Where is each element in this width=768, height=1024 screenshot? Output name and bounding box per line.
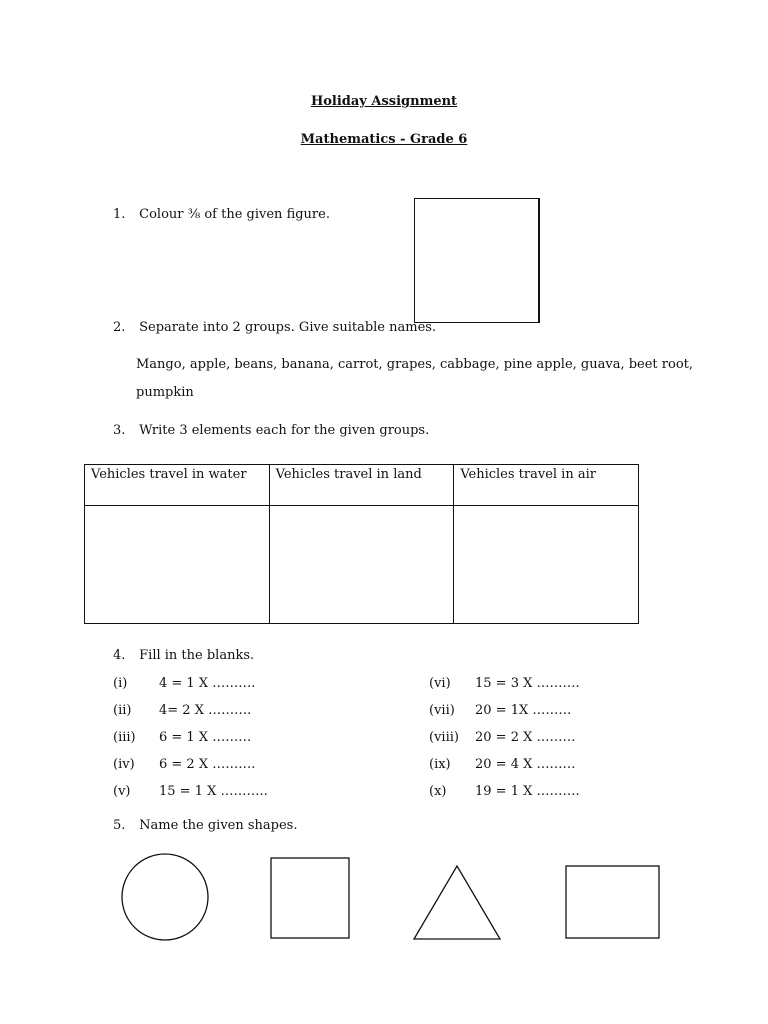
question-5-text: Name the given shapes.: [139, 818, 298, 833]
rectangle-icon: [565, 865, 662, 940]
fill-blank-item: [113, 703, 268, 730]
header-air: Vehicles travel in air: [454, 465, 639, 506]
fill-blank-label: (vii): [429, 703, 455, 718]
table-header-row: [85, 465, 639, 506]
fill-blanks-left-column: [113, 676, 268, 811]
fill-blank-expression: 15 = 3 X ……….: [475, 676, 580, 691]
fill-blank-expression: 15 = 1 X ………..: [159, 784, 268, 799]
fill-blank-item: [429, 676, 580, 703]
question-4-number: 4.: [113, 648, 126, 663]
fill-blank-label: (x): [429, 784, 447, 799]
fill-blank-label: (iii): [113, 730, 136, 745]
page-title: Holiday Assignment: [310, 94, 458, 109]
answer-cell-land: [269, 506, 454, 624]
question-3: [113, 423, 429, 438]
fill-blank-expression: 4= 2 X ……….: [159, 703, 252, 718]
question-2-number: 2.: [113, 320, 126, 335]
answer-cell-air: [454, 506, 639, 624]
fill-blank-item: [429, 730, 580, 757]
question-2-items-line-1: Mango, apple, beans, banana, carrot, grapes, cabbage, pine apple, guava, beet root,: [136, 357, 694, 372]
fill-blanks-right-column: [429, 676, 580, 811]
fill-blank-item: [113, 757, 268, 784]
fill-blank-item: [429, 757, 580, 784]
fill-blank-label: (iv): [113, 757, 135, 772]
question-2-items-line-2: pumpkin: [136, 385, 194, 400]
question-1-text: Colour ⅜ of the given figure.: [139, 207, 330, 222]
vehicle-groups-table: [84, 464, 639, 624]
header-water: Vehicles travel in water: [85, 465, 270, 506]
page-subtitle: Mathematics - Grade 6: [300, 132, 468, 147]
fill-blank-item: [113, 730, 268, 757]
circle-icon: [120, 852, 212, 944]
fill-blank-expression: 4 = 1 X ……….: [159, 676, 256, 691]
fill-blank-expression: 6 = 2 X ……….: [159, 757, 256, 772]
table-answer-row: [85, 506, 639, 624]
question-3-number: 3.: [113, 423, 126, 438]
question-5: [113, 818, 297, 833]
fill-blank-label: (i): [113, 676, 128, 691]
question-2-text: Separate into 2 groups. Give suitable names.: [139, 320, 437, 335]
question-4-text: Fill in the blanks.: [139, 648, 255, 663]
header-land: Vehicles travel in land: [269, 465, 454, 506]
fill-blank-expression: 20 = 4 X ………: [475, 757, 576, 772]
triangle-icon: [412, 864, 504, 942]
fill-blank-label: (ix): [429, 757, 451, 772]
question-5-number: 5.: [113, 818, 126, 833]
fill-blank-expression: 20 = 1X ………: [475, 703, 572, 718]
fill-blank-item: [113, 676, 268, 703]
question-2: [113, 320, 436, 335]
question-4: [113, 648, 254, 663]
fill-blank-item: [429, 703, 580, 730]
fill-blank-label: (viii): [429, 730, 459, 745]
question-3-text: Write 3 elements each for the given groups.: [139, 423, 430, 438]
fill-blank-label: (vi): [429, 676, 451, 691]
fill-blank-item: [429, 784, 580, 811]
fill-blank-expression: 19 = 1 X ……….: [475, 784, 580, 799]
square-icon: [270, 857, 352, 941]
fill-blank-expression: 20 = 2 X ………: [475, 730, 576, 745]
fill-blank-label: (ii): [113, 703, 132, 718]
fill-blank-expression: 6 = 1 X ………: [159, 730, 252, 745]
question-1: [113, 207, 330, 222]
question-1-number: 1.: [113, 207, 126, 222]
answer-cell-water: [85, 506, 270, 624]
fill-blank-label: (v): [113, 784, 131, 799]
fill-blank-item: [113, 784, 268, 811]
colour-figure-square: [414, 198, 540, 323]
